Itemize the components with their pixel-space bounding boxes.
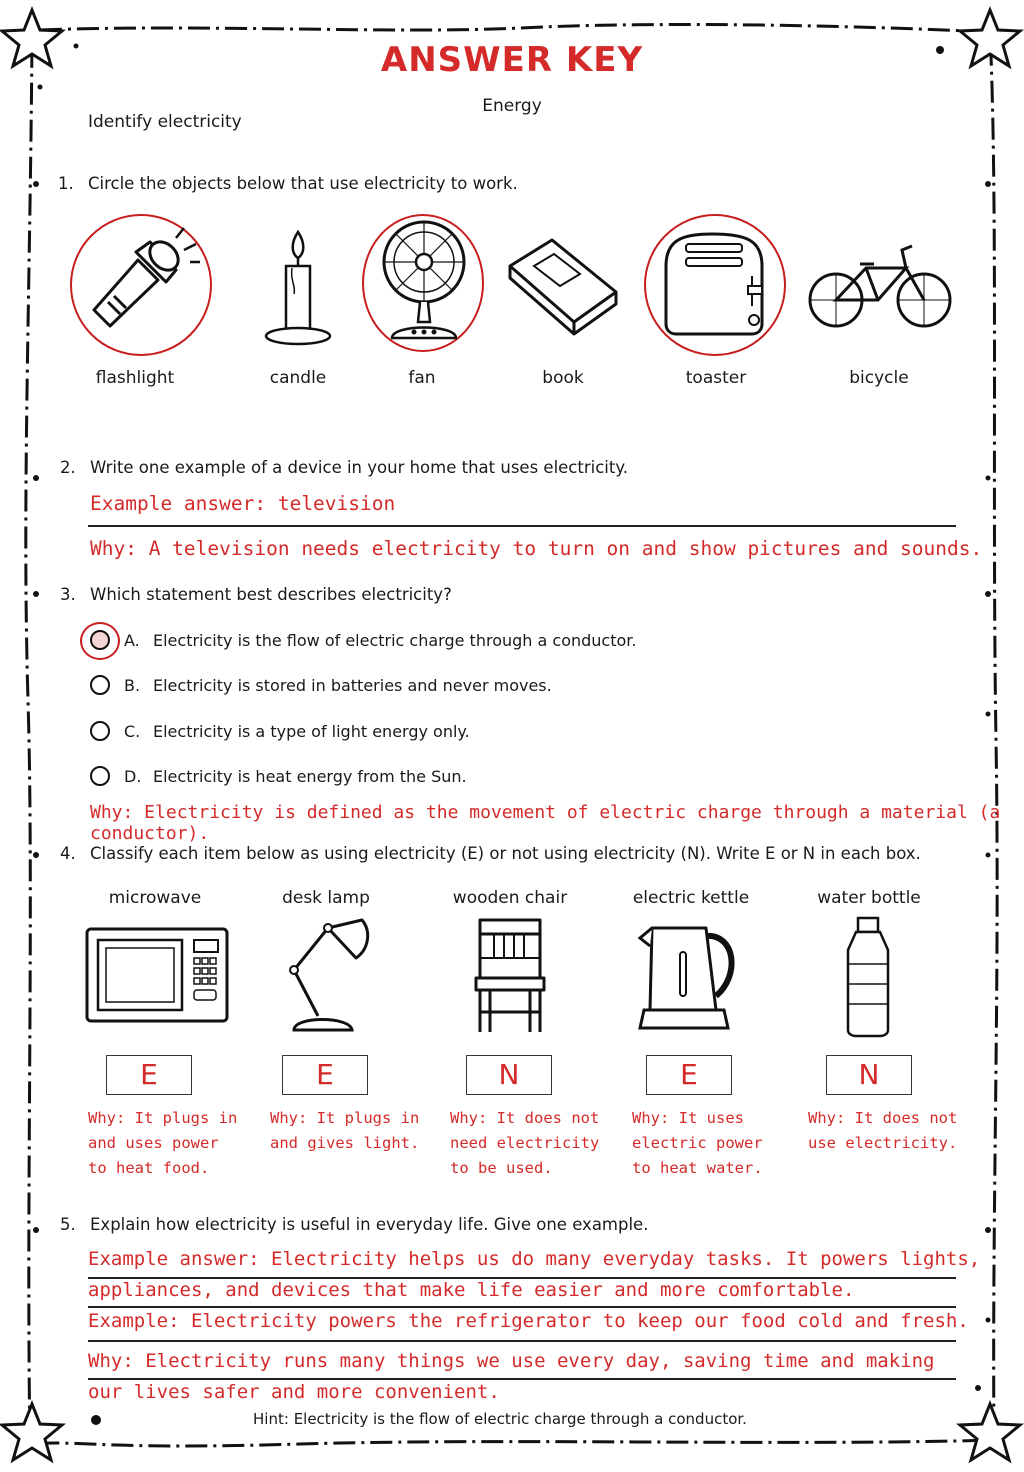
footer-hint: Hint: Electricity is the flow of electric charge through a conductor.	[253, 1410, 747, 1428]
subject-label: Energy	[482, 96, 542, 116]
option-b-radio[interactable]	[90, 675, 110, 695]
item-label-fan: fan	[408, 368, 436, 388]
answer-box-electric-kettle[interactable]: E	[646, 1055, 732, 1095]
why-wooden-chair: Why: It does not need electricity to be used.	[450, 1109, 600, 1177]
item-label-bicycle: bicycle	[849, 368, 909, 388]
question-3-why: Why: Electricity is defined as the movement of electric charge through a material (a conductor).	[90, 802, 1001, 844]
question-5-answer-line-4: Why: Electricity runs many things we use every day, saving time and making	[88, 1350, 935, 1372]
page-title: ANSWER KEY	[380, 40, 644, 80]
item-label-water-bottle: water bottle	[817, 888, 921, 908]
desk-lamp-icon	[282, 912, 374, 1036]
option-c-radio[interactable]	[90, 721, 110, 741]
why-microwave: Why: It plugs in and uses power to heat food.	[88, 1109, 238, 1177]
item-label-book: book	[542, 368, 584, 388]
option-c-letter: C.	[124, 722, 141, 741]
answer-box-desk-lamp[interactable]: E	[282, 1055, 368, 1095]
question-4-prompt: 4. Classify each item below as using electricity (E) or not using electricity (N). Write E or N in each box.	[60, 844, 921, 863]
chair-icon	[472, 916, 548, 1036]
question-5-prompt: 5. Explain how electricity is useful in everyday life. Give one example.	[60, 1215, 649, 1234]
question-5-answer-line-2: appliances, and devices that make life easier and more comfortable.	[88, 1279, 855, 1301]
why-water-bottle: Why: It does not use electricity.	[808, 1109, 958, 1152]
answer-line	[88, 1378, 956, 1380]
book-icon	[504, 232, 622, 340]
item-label-desk-lamp: desk lamp	[282, 888, 370, 908]
flashlight-icon	[80, 222, 204, 346]
question-2-prompt: 2. Write one example of a device in your home that uses electricity.	[60, 458, 628, 477]
option-d-text: Electricity is heat energy from the Sun.	[153, 767, 467, 786]
item-label-electric-kettle: electric kettle	[632, 888, 750, 908]
item-label-candle: candle	[269, 368, 327, 388]
answer-box-microwave[interactable]: E	[106, 1055, 192, 1095]
question-3-prompt: 3. Which statement best describes electricity?	[60, 585, 452, 604]
option-a-radio[interactable]	[90, 630, 110, 650]
option-d-radio[interactable]	[90, 766, 110, 786]
question-1-prompt: 1. Circle the objects below that use electricity to work.	[58, 174, 518, 193]
question-5-answer-line-1: Example answer: Electricity helps us do many everyday tasks. It powers lights,	[88, 1248, 981, 1270]
item-label-toaster: toaster	[685, 368, 747, 388]
answer-line	[88, 525, 956, 527]
question-2-answer: Example answer: television	[90, 492, 396, 515]
option-d-letter: D.	[124, 767, 142, 786]
why-desk-lamp: Why: It plugs in and gives light.	[270, 1109, 420, 1152]
answer-box-water-bottle[interactable]: N	[826, 1055, 912, 1095]
option-c-text: Electricity is a type of light energy only.	[153, 722, 470, 741]
question-2-why: Why: A television needs electricity to turn on and show pictures and sounds.	[90, 537, 983, 560]
answer-box-wooden-chair[interactable]: N	[466, 1055, 552, 1095]
bicycle-icon	[806, 238, 956, 338]
topic-label: Identify electricity	[88, 112, 242, 132]
option-a-letter: A.	[124, 631, 140, 650]
why-electric-kettle: Why: It uses electric power to heat water.	[632, 1109, 763, 1177]
option-b-text: Electricity is stored in batteries and never moves.	[153, 676, 552, 695]
item-label-microwave: microwave	[108, 888, 202, 908]
kettle-icon	[636, 916, 746, 1036]
water-bottle-icon	[840, 914, 896, 1038]
option-a-text: Electricity is the flow of electric charge through a conductor.	[153, 631, 637, 650]
question-5-answer-line-5: our lives safer and more convenient.	[88, 1381, 500, 1403]
toaster-icon	[652, 226, 776, 342]
microwave-icon	[84, 926, 230, 1026]
item-label-wooden-chair: wooden chair	[452, 888, 568, 908]
answer-line	[88, 1340, 956, 1342]
candle-icon	[262, 228, 334, 352]
item-label-flashlight: flashlight	[95, 368, 175, 388]
question-5-answer-line-3: Example: Electricity powers the refrigerator to keep our food cold and fresh.	[88, 1310, 969, 1332]
answer-line	[88, 1306, 956, 1308]
option-b-letter: B.	[124, 676, 141, 695]
fan-icon	[372, 218, 476, 344]
